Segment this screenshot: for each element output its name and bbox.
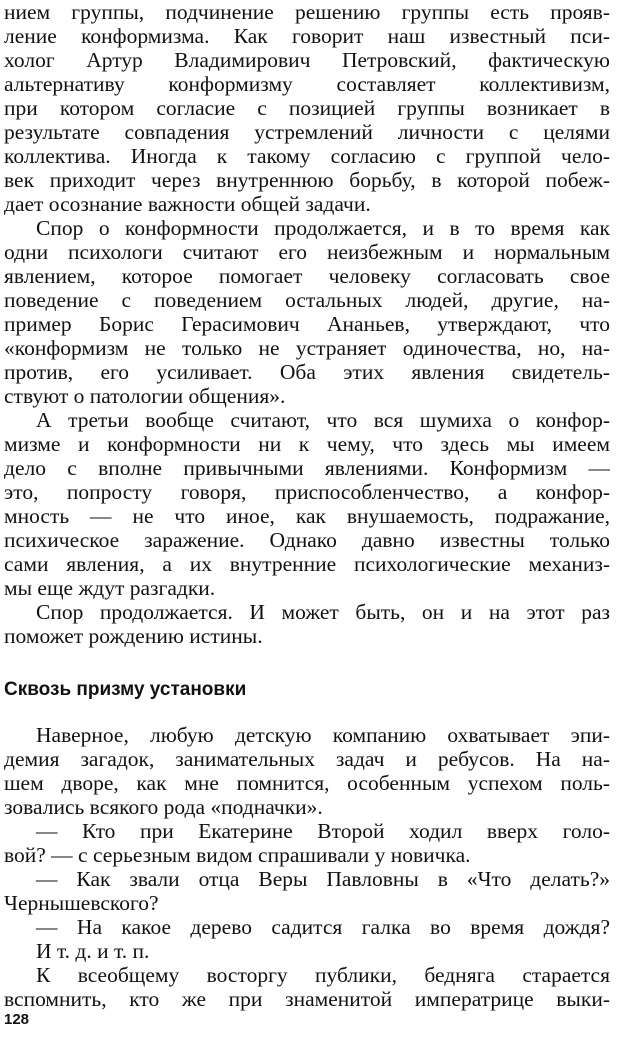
text-line: А третьи вообще считают, что вся шумиха о конфор- — [36, 408, 610, 432]
text-line: дает осознание важности общей задачи. — [4, 192, 371, 216]
text-line: мизме и конформности ни к чему, что здесь мы имеем — [4, 432, 610, 456]
text-line: ствуют о патологии общения». — [4, 384, 286, 408]
text-line: И т. д. и т. п. — [36, 939, 150, 963]
text-line: нием группы, подчинение решению группы есть прояв- — [4, 0, 610, 24]
text-line: вспомнить, кто же при знаменитой императрице выки- — [4, 987, 610, 1011]
text-line: психическое заражение. Однако давно известны только — [4, 528, 610, 552]
text-line: Наверное, любую детскую компанию охватывает эпи- — [36, 723, 610, 747]
text-line: демия загадок, занимательных задач и ребусов. На на- — [4, 747, 610, 771]
text-line: поведение с поведением остальных людей, другие, на- — [4, 288, 610, 312]
text-line: против, его усиливает. Оба этих явления свидетель- — [4, 360, 610, 384]
text-line: явлением, которое помогает человеку согласовать свое — [4, 264, 610, 288]
text-line: мы еще ждут разгадки. — [4, 576, 216, 600]
text-line: одни психологи считают его неизбежным и нормальным — [4, 240, 610, 264]
text-line: вой? — с серьезным видом спрашивали у новичка. — [4, 843, 471, 867]
text-line: — Кто при Екатерине Второй ходил вверх голо- — [36, 819, 610, 843]
text-block-after-heading — [4, 723, 610, 1011]
text-line: пример Борис Герасимович Ананьев, утверждают, что — [4, 312, 610, 336]
text-line: это, попросту говоря, приспособленчество, а конфор- — [4, 480, 610, 504]
text-line: Спор продолжается. И может быть, он и на этот раз — [36, 600, 610, 624]
text-block-before-heading — [4, 0, 610, 648]
text-line: мность — не что иное, как внушаемость, подражание, — [4, 504, 610, 528]
page-number: 128 — [4, 1011, 30, 1028]
text-line: К всеобщему восторгу публики, бедняга старается — [36, 963, 610, 987]
text-line: — На какое дерево садится галка во время дождя? — [36, 915, 610, 939]
text-line: дело с вполне привычными явлениями. Конформизм — — [4, 456, 610, 480]
text-line: при котором согласие с позицией группы возникает в — [4, 96, 610, 120]
text-line: альтернативу конформизму составляет коллективизм, — [4, 72, 610, 96]
text-line: век приходит через внутреннюю борьбу, в которой побеж- — [4, 168, 610, 192]
text-line: сами явления, а их внутренние психологические механиз- — [4, 552, 610, 576]
text-line: поможет рождению истины. — [4, 624, 263, 648]
text-line: — Как звали отца Веры Павловны в «Что делать?» — [36, 867, 610, 891]
text-line: «конформизм не только не устраняет одиночества, но, на- — [4, 336, 610, 360]
text-line: шем дворе, как мне помнится, особенным успехом поль- — [4, 771, 610, 795]
text-line: ление конформизма. Как говорит наш известный пси- — [4, 24, 610, 48]
section-heading: Сквозь призму установки — [4, 679, 247, 700]
text-line: зовались всякого рода «подначки». — [4, 795, 323, 819]
text-line: Чернышевского? — [4, 891, 159, 915]
text-line: холог Артур Владимирович Петровский, фактическую — [4, 48, 610, 72]
text-line: Спор о конформности продолжается, и в то время как — [36, 216, 610, 240]
text-line: коллектива. Иногда к такому согласию с группой чело- — [4, 144, 610, 168]
text-line: результате совпадения устремлений личности с целями — [4, 120, 610, 144]
